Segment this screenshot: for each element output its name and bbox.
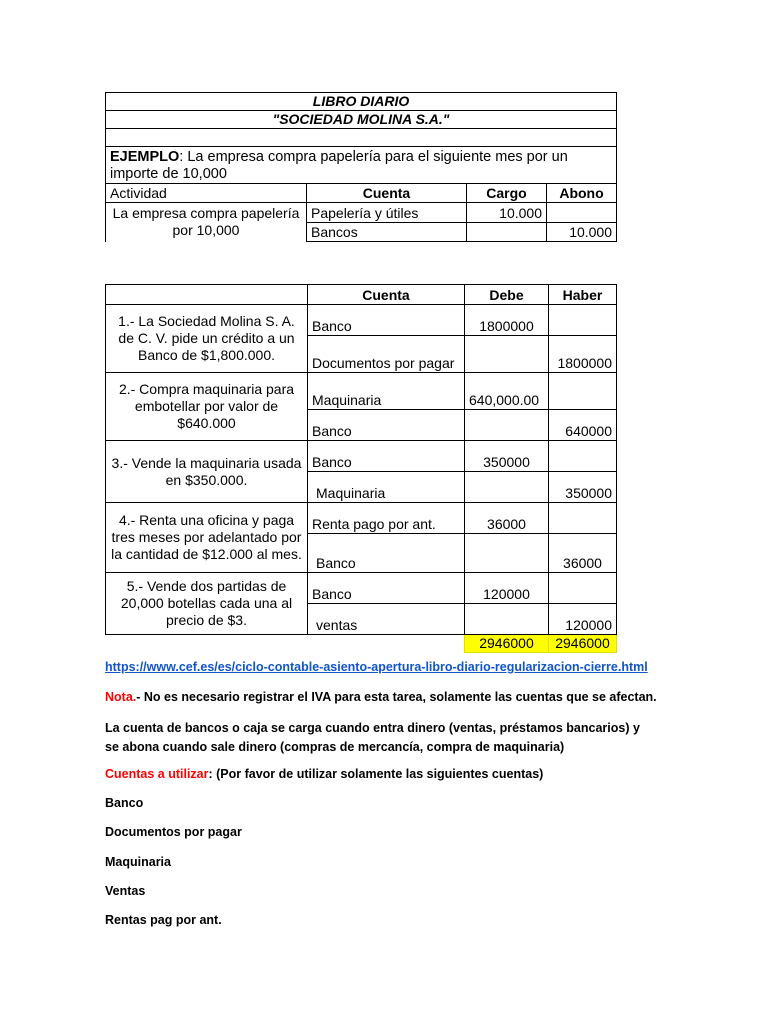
entry-cuenta: ventas: [308, 604, 465, 635]
company-name: "SOCIEDAD MOLINA S.A.": [106, 111, 617, 129]
example-journal-table: [105, 92, 617, 242]
entry-haber: [549, 503, 617, 534]
nota-line: [105, 690, 657, 704]
header-debe: Debe: [465, 285, 549, 305]
entry-cuenta: Banco: [308, 305, 465, 336]
cuenta-item-maquinaria: Maquinaria: [105, 855, 171, 869]
entry-haber: 36000: [549, 534, 617, 573]
entry-activity: 1.- La Sociedad Molina S. A. de C. V. pide un crédito a un Banco de $1,800.000.: [106, 305, 308, 373]
entry-activity: 4.- Renta una oficina y paga tres meses por adelantado por la cantidad de $12.000 al mes.: [106, 503, 308, 573]
header-cuenta: Cuenta: [308, 285, 465, 305]
entry-cuenta: Maquinaria: [308, 472, 465, 503]
example-cell: [106, 147, 617, 184]
entry-activity: 2.- Compra maquinaria para embotellar por valor de $640.000: [106, 373, 308, 441]
entry-haber: 1800000: [549, 336, 617, 373]
cuenta-item-ventas: Ventas: [105, 884, 146, 898]
total-haber: 2946000: [549, 635, 617, 653]
cuenta-item-rentas: Rentas pag por ant.: [105, 913, 222, 927]
entry-cuenta: Banco: [308, 441, 465, 472]
entry-cuenta: Banco: [308, 573, 465, 604]
entry-cuenta: Maquinaria: [308, 373, 465, 410]
header-blank: [106, 285, 308, 305]
header-abono: Abono: [547, 184, 617, 203]
entry-debe: 120000: [465, 573, 549, 604]
entry-cuenta: Renta pago por ant.: [308, 503, 465, 534]
cuentas-text: : (Por favor de utilizar solamente las siguientes cuentas): [208, 767, 544, 781]
entry-debe: [465, 336, 549, 373]
nota-label: Nota.: [105, 690, 137, 704]
header-haber: Haber: [549, 285, 617, 305]
total-debe: 2946000: [465, 635, 549, 653]
entry-haber: [549, 441, 617, 472]
entry-debe: [465, 534, 549, 573]
entry-cuenta: Documentos por pagar: [308, 336, 465, 373]
empty-row: [106, 129, 617, 147]
entry-debe: [465, 604, 549, 635]
cuentas-line: [105, 767, 543, 781]
entry-cuenta: Banco: [308, 534, 465, 573]
entry-debe: 36000: [465, 503, 549, 534]
entry-debe: 350000: [465, 441, 549, 472]
header-cargo: Cargo: [467, 184, 547, 203]
header-cuenta: Cuenta: [307, 184, 467, 203]
example-row-cuenta: Bancos: [307, 223, 467, 242]
journal-entries-table: [105, 284, 617, 653]
example-label: EJEMPLO: [110, 149, 180, 165]
example-row-cargo: [467, 223, 547, 242]
reference-link[interactable]: https://www.cef.es/es/ciclo-contable-asiento-apertura-libro-diario-regularizacion-cierre.html: [105, 660, 648, 674]
example-text: : La empresa compra papelería para el siguiente mes por un importe de 10,000: [110, 149, 568, 182]
nota-text: - No es necesario registrar el IVA para esta tarea, solamente las cuentas que se afectan.: [136, 690, 657, 704]
cuenta-item-documentos: Documentos por pagar: [105, 825, 242, 839]
example-row-abono: [547, 203, 617, 223]
journal-title: LIBRO DIARIO: [106, 93, 617, 111]
cuentas-label: Cuentas a utilizar: [105, 767, 209, 781]
entry-debe: 1800000: [465, 305, 549, 336]
entry-cuenta: Banco: [308, 410, 465, 441]
entry-debe: [465, 472, 549, 503]
example-activity: La empresa compra papelería por 10,000: [106, 203, 307, 242]
bancos-paragraph: La cuenta de bancos o caja se carga cuando entra dinero (ventas, préstamos bancarios) y se abona cuando sale dinero (compras de mercancía, compra de maquinaria): [105, 721, 640, 754]
entry-haber: [549, 573, 617, 604]
entry-activity: 5.- Vende dos partidas de 20,000 botellas cada una al precio de $3.: [106, 573, 308, 635]
entry-haber: 120000: [549, 604, 617, 635]
example-row-cargo: 10.000: [467, 203, 547, 223]
entry-haber: 640000: [549, 410, 617, 441]
entry-haber: 350000: [549, 472, 617, 503]
header-actividad: Actividad: [106, 184, 307, 203]
entry-activity: 3.- Vende la maquinaria usada en $350.000.: [106, 441, 308, 503]
entry-debe: 640,000.00: [465, 373, 549, 410]
example-row-abono: 10.000: [547, 223, 617, 242]
cuenta-item-banco: Banco: [105, 796, 144, 810]
entry-debe: [465, 410, 549, 441]
example-row-cuenta: Papelería y útiles: [307, 203, 467, 223]
entry-haber: [549, 305, 617, 336]
entry-haber: [549, 373, 617, 410]
